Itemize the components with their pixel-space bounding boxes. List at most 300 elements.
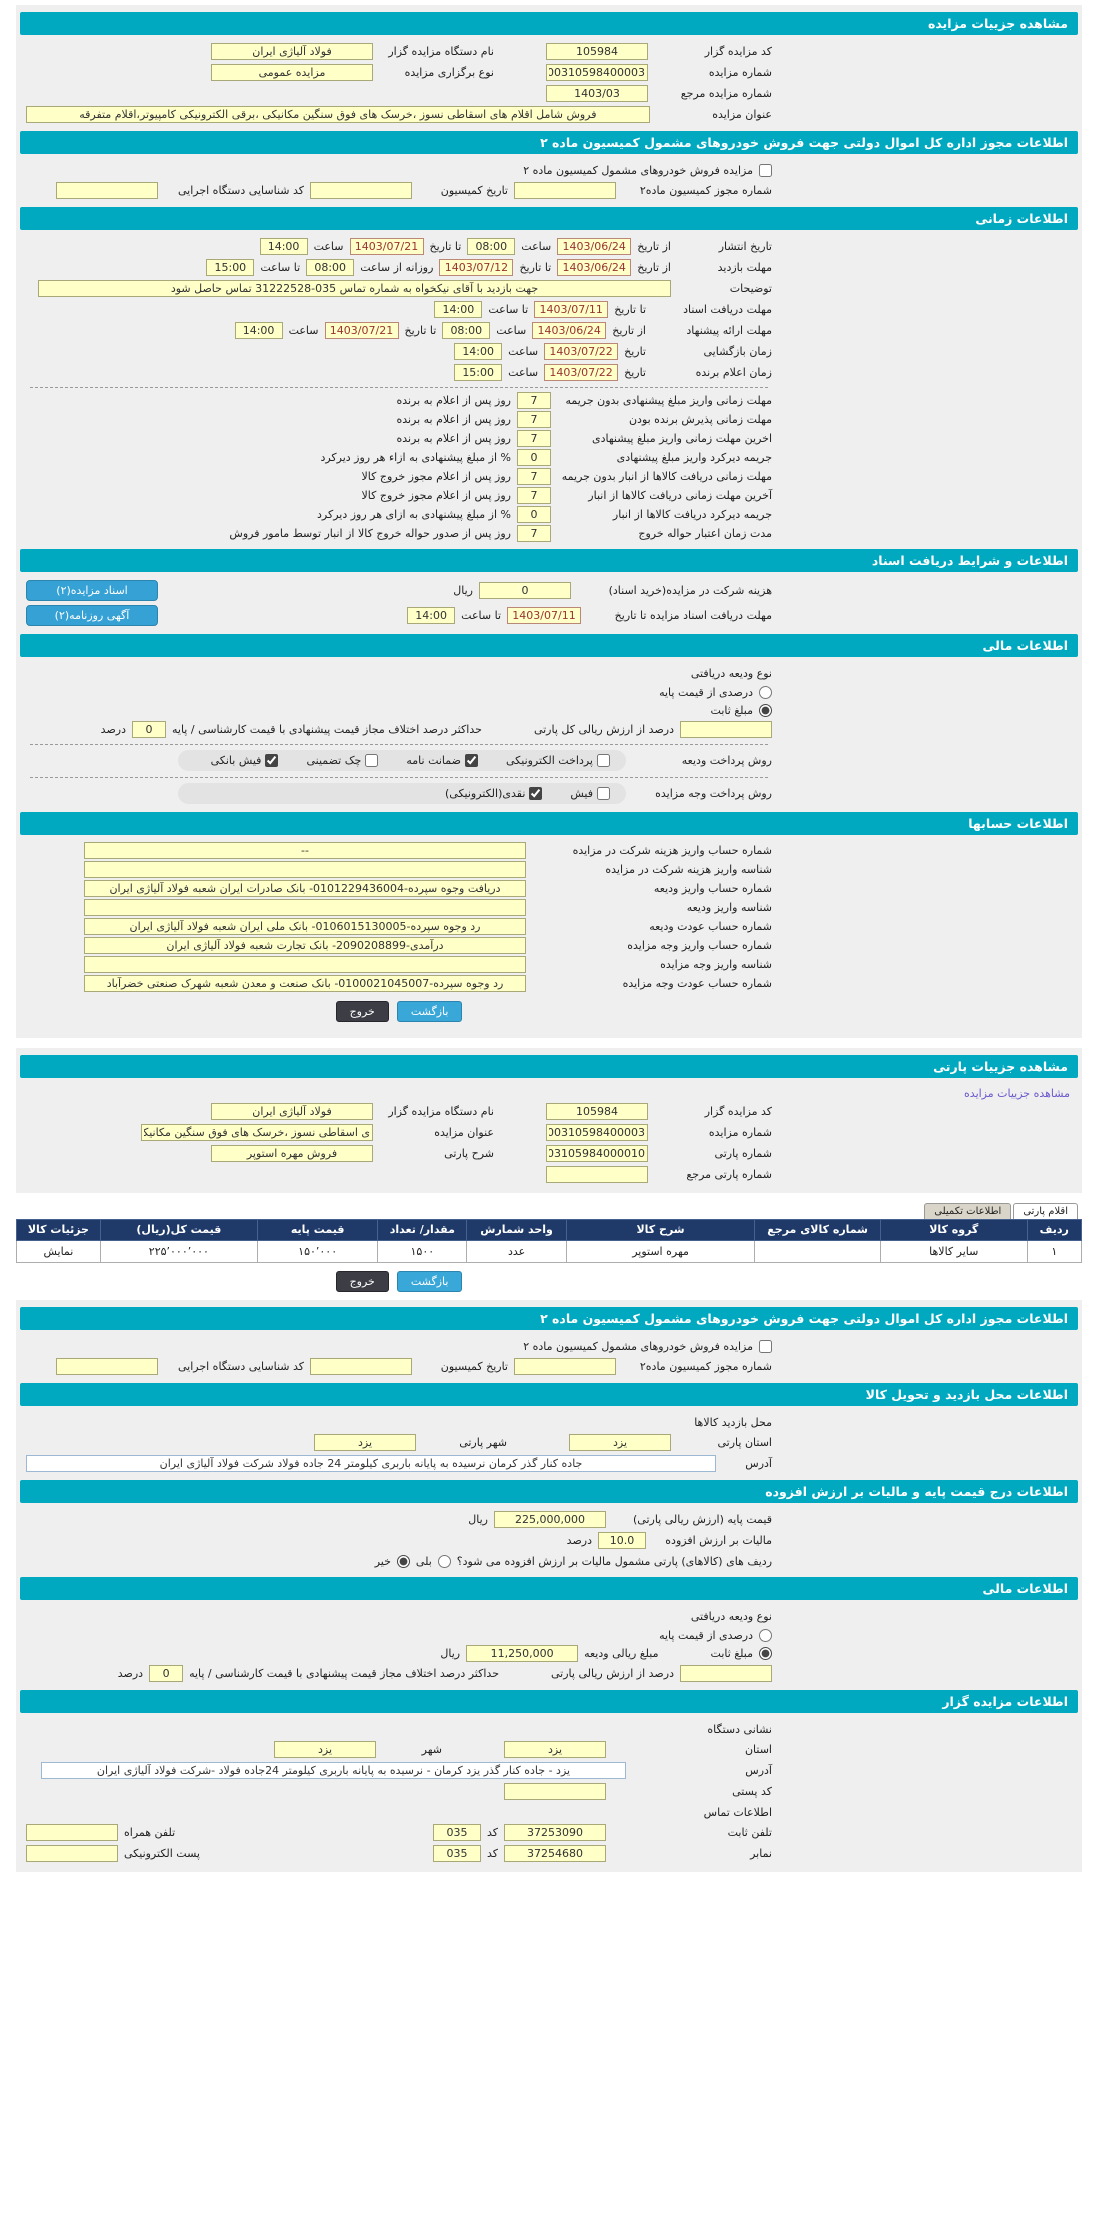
- visit-from-time-input[interactable]: [306, 259, 354, 276]
- deadline-suffix: روز پس از اعلام به برنده: [396, 394, 511, 407]
- account-input[interactable]: [84, 899, 526, 916]
- commission-agency-label: کد شناسایی دستگاه اجرایی: [177, 1360, 304, 1374]
- cell-goods-desc: مهره استوپر: [566, 1241, 754, 1263]
- account-input[interactable]: [84, 918, 526, 935]
- commission-checkbox[interactable]: [759, 1340, 772, 1353]
- rial-label: ریال: [453, 584, 473, 597]
- deposit-percent-label: درصد از ارزش ریالی کل پارتی: [533, 723, 674, 736]
- publish-from-date-input[interactable]: [557, 238, 631, 255]
- deadline-label: آخرین مهلت زمانی دریافت کالاها از انبار: [588, 489, 772, 502]
- parti-form: [16, 1101, 782, 1185]
- deadline-row: [16, 391, 782, 410]
- parti-province-input[interactable]: [569, 1434, 671, 1451]
- from-date-label: از تاریخ: [612, 324, 646, 337]
- city-input[interactable]: [274, 1741, 376, 1758]
- deposit-option-row: [16, 1644, 782, 1663]
- subtitle-row: [16, 1802, 782, 1822]
- parti-city-input[interactable]: [314, 1434, 416, 1451]
- deadline-input[interactable]: [517, 449, 551, 466]
- divider: [30, 387, 768, 388]
- postal-row: [16, 1781, 782, 1802]
- contact-info-title: اطلاعات تماس: [703, 1805, 772, 1819]
- offer-from-time-input[interactable]: [442, 322, 490, 339]
- form-row: [16, 62, 782, 83]
- rial-label: ریال: [468, 1513, 488, 1527]
- account-row: [16, 841, 782, 860]
- auction-no-input[interactable]: [546, 1124, 648, 1141]
- parti-address-input[interactable]: [26, 1455, 716, 1472]
- subject-label: عنوان مزایده: [434, 1126, 494, 1139]
- fax-code-input[interactable]: [433, 1845, 481, 1862]
- docs-deadline-row: [16, 299, 782, 320]
- deposit-percent-input[interactable]: [680, 721, 772, 738]
- hour-label: ساعت: [508, 345, 539, 358]
- form-row: [16, 1356, 782, 1377]
- table-row: [17, 1241, 1082, 1263]
- col-count-unit: واحد شمارش: [467, 1220, 566, 1241]
- offer-to-date-input[interactable]: [325, 322, 399, 339]
- publish-to-date-input[interactable]: [350, 238, 424, 255]
- postal-code-label: کد پستی: [732, 1785, 772, 1799]
- back-button[interactable]: بازگشت: [397, 1271, 463, 1292]
- fax-input[interactable]: [504, 1845, 606, 1862]
- docs-deadline-label: مهلت دریافت اسناد: [683, 303, 772, 316]
- pay-deposit-row: [16, 748, 782, 773]
- date-label: تاریخ: [624, 366, 646, 379]
- commission-date-label: تاریخ کمیسیون: [440, 184, 508, 197]
- deadline-row: [16, 467, 782, 486]
- bank-slip-checkbox[interactable]: [265, 754, 278, 767]
- cell-row-no: ۱: [1027, 1241, 1081, 1263]
- account-label: شماره حساب واریز وجه مزایده: [627, 939, 772, 952]
- base-price-input[interactable]: [494, 1511, 606, 1528]
- visit-to-time-input[interactable]: [206, 259, 254, 276]
- auction-no-label: شماره مزایده: [708, 66, 772, 79]
- parti-ref-label: شماره پارتی مرجع: [686, 1168, 772, 1181]
- account-label: شماره حساب واریز هزینه شرکت در مزایده: [572, 844, 772, 857]
- form-row: [16, 1164, 782, 1185]
- pay-option: [211, 754, 279, 767]
- deposit-amount-label: مبلغ ریالی ودیعه: [584, 1647, 659, 1661]
- commission-agency-input[interactable]: [56, 1358, 158, 1375]
- pay-option-label: فیش بانکی: [210, 754, 262, 767]
- col-quantity: مقدار/ تعداد: [378, 1220, 467, 1241]
- guarantee-checkbox[interactable]: [465, 754, 478, 767]
- account-label: شماره حساب عودت وجه مزایده: [622, 977, 772, 990]
- phone-input[interactable]: [504, 1824, 606, 1841]
- section-header-auction: مشاهده جزییات مزایده: [20, 12, 1078, 35]
- commission-form: [16, 1336, 782, 1377]
- address-label: آدرس: [745, 1764, 772, 1778]
- parti-items-table: [16, 1219, 1082, 1263]
- deadline-suffix: روز پس از اعلام به برنده: [396, 432, 511, 445]
- form-row: [16, 1432, 782, 1453]
- province-input[interactable]: [504, 1741, 606, 1758]
- deadline-label: جریمه دیرکرد دریافت کالاها از انبار: [612, 508, 772, 521]
- section-header-financial2: اطلاعات مالی: [20, 1577, 1078, 1600]
- agency-address-title: نشانی دستگاه: [707, 1722, 772, 1736]
- vat-question-row: [16, 1551, 782, 1571]
- email-input[interactable]: [26, 1845, 118, 1862]
- cell-base-price: ۱۵۰٬۰۰۰: [257, 1241, 377, 1263]
- deposit-fixed-option-label: مبلغ ثابت: [710, 703, 753, 717]
- section-header-commission: اطلاعات مجوز اداره کل اموال دولتی جهت فروش خودروهای مشمول کمیسیون ماده ۲: [20, 131, 1078, 154]
- exit-button[interactable]: خروج: [336, 1271, 389, 1292]
- button-bar: [16, 993, 782, 1030]
- notes-row: [16, 278, 782, 299]
- visit-place-label: محل بازدید کالاها: [694, 1415, 772, 1429]
- base-price-label: قیمت پایه (ارزش ریالی پارتی): [633, 1513, 772, 1527]
- col-base-price: قیمت پایه: [257, 1220, 377, 1241]
- fish-checkbox[interactable]: [597, 787, 610, 800]
- account-row: [16, 936, 782, 955]
- deadline-label: جریمه دیرکرد واریز مبلغ پیشنهادی: [616, 451, 772, 464]
- auction-type-input[interactable]: [211, 64, 373, 81]
- maxdiff-input[interactable]: [149, 1665, 183, 1682]
- cell-total-price: ۲۲۵٬۰۰۰٬۰۰۰: [100, 1241, 257, 1263]
- parti-detail-panel: [16, 1048, 1082, 1193]
- pay-auction-row: [16, 781, 782, 806]
- form-row: [16, 83, 782, 104]
- org-name-input[interactable]: [211, 1103, 373, 1120]
- deadline-label: مهلت زمانی دریافت کالاها از انبار بدون جریمه: [561, 470, 772, 483]
- deposit-percent-radio[interactable]: [759, 686, 772, 699]
- account-label: شماره حساب واریز ودیعه: [653, 882, 772, 895]
- date-label: تاریخ: [624, 345, 646, 358]
- commission-checkbox-label: مزایده فروش خودروهای مشمول کمیسیون ماده ۲: [523, 163, 753, 177]
- daily-hours-label: روزانه از ساعت: [360, 261, 434, 274]
- offer-to-time-input[interactable]: [235, 322, 283, 339]
- org-name-input[interactable]: [211, 43, 373, 60]
- section-header-commission: اطلاعات مجوز اداره کل اموال دولتی جهت فروش خودروهای مشمول کمیسیون ماده ۲: [20, 1307, 1078, 1330]
- account-row: [16, 955, 782, 974]
- divider: [30, 744, 768, 745]
- section-header-documents: اطلاعات و شرایط دریافت اسناد: [20, 549, 1078, 572]
- tab-additional-info[interactable]: اطلاعات تکمیلی: [924, 1203, 1011, 1219]
- deadline-row: [16, 410, 782, 429]
- winner-date-input[interactable]: [544, 364, 618, 381]
- parti-no-label: شماره پارتی: [714, 1147, 772, 1160]
- auction-form: [16, 41, 782, 125]
- auction-type-label: نوع برگزاری مزایده: [404, 66, 494, 79]
- location-form: [16, 1412, 782, 1474]
- account-input[interactable]: [84, 842, 526, 859]
- publish-row: [16, 236, 782, 257]
- to-date-label: تا تاریخ: [614, 303, 646, 316]
- pay-option-label: فیش: [570, 787, 593, 800]
- subject-input[interactable]: [141, 1124, 373, 1141]
- pay-option: [570, 787, 610, 800]
- from-date-label: از تاریخ: [637, 261, 671, 274]
- section-header-agency: اطلاعات مزایده گزار: [20, 1690, 1078, 1713]
- deadline-label: مهلت زمانی واریز مبلغ پیشنهادی بدون جریمه: [565, 394, 772, 407]
- account-label: شناسه واریز وجه مزایده: [660, 958, 772, 971]
- commission-checkbox[interactable]: [759, 164, 772, 177]
- mobile-input[interactable]: [26, 1824, 118, 1841]
- parti-extra-panel: [16, 1300, 1082, 1872]
- page: [8, 0, 1090, 1892]
- commission-permit-input[interactable]: [514, 1358, 616, 1375]
- deadline-row: [16, 429, 782, 448]
- deadline-suffix: روز پس از اعلام مجوز خروج کالا: [361, 470, 511, 483]
- link-row: [16, 1084, 1082, 1101]
- percent-label: درصد: [566, 1534, 592, 1548]
- postal-code-input[interactable]: [504, 1783, 606, 1800]
- deadline-input[interactable]: [517, 392, 551, 409]
- ref-no-label: شماره مزایده مرجع: [680, 87, 772, 100]
- to-date-label: تا تاریخ: [519, 261, 552, 274]
- deadline-suffix: % از مبلغ پیشنهادی به ازاء هر روز دیرکرد: [320, 451, 511, 464]
- pay-auction-box: [178, 783, 626, 804]
- commission-agency-label: کد شناسایی دستگاه اجرایی: [177, 184, 304, 197]
- fax-label: نمابر: [750, 1847, 772, 1861]
- pay-option-label: پرداخت الکترونیکی: [506, 754, 593, 767]
- visit-from-date-input[interactable]: [557, 259, 631, 276]
- bidder-code-input[interactable]: [546, 1103, 648, 1120]
- pay-option-label: ضمانت نامه: [406, 754, 461, 767]
- ref-no-input[interactable]: [546, 85, 648, 102]
- until-hour-label: تا ساعت: [461, 609, 501, 622]
- deadline-row: [16, 448, 782, 467]
- winner-label: زمان اعلام برنده: [695, 366, 772, 379]
- pay-auction-label: روش پرداخت وجه مزایده: [655, 787, 772, 800]
- cell-goods-details: [17, 1241, 101, 1263]
- commission-permit-label: شماره مجوز کمیسیون ماده۲: [639, 1360, 772, 1374]
- from-date-label: از تاریخ: [637, 240, 671, 253]
- fee-label: هزینه شرکت در مزایده(خرید اسناد): [608, 584, 772, 597]
- fee-input[interactable]: [479, 582, 571, 599]
- phone-label: تلفن ثابت: [727, 1826, 772, 1840]
- maxdiff-label: حداکثر درصد اختلاف مجاز قیمت پیشنهادی با قیمت کارشناسی / پایه: [172, 723, 482, 736]
- deposit-type-row: [16, 1606, 782, 1626]
- section-header-financial: اطلاعات مالی: [20, 634, 1078, 657]
- form-row: [16, 1336, 782, 1356]
- deposit-option-row: [16, 683, 782, 701]
- bidder-code-label: کد مزایده گزار: [704, 1105, 772, 1118]
- notes-input[interactable]: [38, 280, 671, 297]
- account-input[interactable]: [84, 880, 526, 897]
- address-label: آدرس: [745, 1457, 772, 1471]
- cell-quantity: ۱۵۰۰: [378, 1241, 467, 1263]
- bidder-code-label: کد مزایده گزار: [704, 45, 772, 58]
- account-label: شماره حساب عودت ودیعه: [649, 920, 772, 933]
- deadline-input[interactable]: [517, 411, 551, 428]
- parti-province-label: استان پارتی: [717, 1436, 772, 1450]
- rial-label: ریال: [440, 1647, 461, 1661]
- form-row: [16, 1143, 782, 1164]
- col-row-no: ردیف: [1027, 1220, 1081, 1241]
- documents-deadline-time-input[interactable]: [407, 607, 455, 624]
- vat-no-radio[interactable]: [397, 1555, 410, 1568]
- account-row: [16, 974, 782, 993]
- bidder-code-input[interactable]: [546, 43, 648, 60]
- table-header-row: [17, 1220, 1082, 1241]
- docs-deadline-date-input[interactable]: [534, 301, 608, 318]
- vat-question-label: ردیف های (کالاهای) پارتی مشمول مالیات بر ارزش افزوده می شود؟: [456, 1554, 772, 1568]
- form-row: [16, 1101, 782, 1122]
- deadline-input[interactable]: [517, 468, 551, 485]
- col-goods-ref-no: شماره کالای مرجع: [755, 1220, 881, 1241]
- pay-option-label: چک تضمینی: [306, 754, 362, 767]
- deposit-fixed-radio[interactable]: [759, 1647, 772, 1660]
- offer-from-date-input[interactable]: [532, 322, 606, 339]
- deposit-type-label: نوع ودیعه دریافتی: [690, 1609, 772, 1623]
- org-name-label: نام دستگاه مزایده گزار: [388, 1105, 494, 1118]
- form-row: [16, 41, 782, 62]
- parti-desc-input[interactable]: [211, 1145, 373, 1162]
- deposit-type-row: [16, 663, 782, 683]
- electronic-payment-checkbox[interactable]: [597, 754, 610, 767]
- deposit-percent-input[interactable]: [680, 1665, 772, 1682]
- auction-details-link[interactable]: مشاهده جزییات مزایده: [964, 1087, 1070, 1100]
- commission-permit-label: شماره مجوز کمیسیون ماده۲: [639, 184, 772, 197]
- to-date-label: تا تاریخ: [429, 240, 462, 253]
- email-label: پست الکترونیکی: [124, 1847, 200, 1861]
- auction-no-label: شماره مزایده: [708, 1126, 772, 1139]
- parti-city-label: شهر پارتی: [459, 1436, 507, 1450]
- visit-label: مهلت بازدید: [717, 261, 772, 274]
- visit-row: [16, 257, 782, 278]
- parti-desc-label: شرح پارتی: [444, 1147, 494, 1160]
- until-hour-label: تا ساعت: [260, 261, 301, 274]
- percent-label: درصد: [117, 1667, 144, 1681]
- province-label: استان: [744, 1743, 772, 1757]
- account-input[interactable]: [84, 956, 526, 973]
- commission-permit-input[interactable]: [514, 182, 616, 199]
- fax-row: [16, 1843, 782, 1864]
- form-row: [16, 1739, 782, 1760]
- docs-deadline-time-input[interactable]: [434, 301, 482, 318]
- deadline-input[interactable]: [517, 430, 551, 447]
- deadline-row: [16, 486, 782, 505]
- deadline-input[interactable]: [517, 487, 551, 504]
- accounts-form: [16, 841, 782, 993]
- deadline-row: [16, 524, 782, 543]
- deposit-percent-label: درصد از ارزش ریالی پارتی: [551, 1667, 674, 1681]
- account-label: شناسه واریز ودیعه: [686, 901, 772, 914]
- cell-goods-ref-no: [755, 1241, 881, 1263]
- deposit-percent-radio[interactable]: [759, 1629, 772, 1642]
- subject-input[interactable]: [26, 106, 650, 123]
- newspaper-ad-button[interactable]: آگهی روزنامه(۲): [26, 605, 158, 626]
- deadline-suffix: روز پس از اعلام مجوز خروج کالا: [361, 489, 511, 502]
- deposit-percent-option-label: درصدی از قیمت پایه: [659, 685, 753, 699]
- documents-deadline-date-input[interactable]: [507, 607, 581, 624]
- publish-from-time-input[interactable]: [467, 238, 515, 255]
- auction-documents-button[interactable]: اسناد مزایده(۲): [26, 580, 158, 601]
- certified-check-checkbox[interactable]: [365, 754, 378, 767]
- hour-label: ساعت: [508, 366, 539, 379]
- to-date-label: تا تاریخ: [404, 324, 437, 337]
- maxdiff-label: حداکثر درصد اختلاف مجاز قیمت پیشنهادی با قیمت کارشناسی / پایه: [189, 1667, 499, 1681]
- view-details-link[interactable]: نمایش: [43, 1245, 74, 1259]
- publish-to-time-input[interactable]: [260, 238, 308, 255]
- vat-input[interactable]: [598, 1532, 646, 1549]
- deadline-suffix: روز پس از اعلام به برنده: [396, 413, 511, 426]
- tab-parti-items[interactable]: اقلام پارتی: [1013, 1203, 1078, 1219]
- commission-date-input[interactable]: [310, 1358, 412, 1375]
- col-total-price: قیمت کل(ریال): [100, 1220, 257, 1241]
- account-row: [16, 879, 782, 898]
- visit-to-date-input[interactable]: [439, 259, 513, 276]
- agency-form: [16, 1719, 782, 1864]
- button-bar: [16, 1263, 782, 1300]
- section-header-timing: اطلاعات زمانی: [20, 207, 1078, 230]
- pay-option: [306, 754, 378, 767]
- deadline-input[interactable]: [517, 506, 551, 523]
- deadline-suffix: % از مبلغ پیشنهادی به ازای هر روز دیرکرد: [317, 508, 511, 521]
- pay-deposit-box: [178, 750, 626, 771]
- commission-date-label: تاریخ کمیسیون: [440, 1360, 508, 1374]
- maxdiff-input[interactable]: [132, 721, 166, 738]
- commission-date-input[interactable]: [310, 182, 412, 199]
- pay-option: [406, 754, 478, 767]
- section-header-parti: مشاهده جزییات پارتی: [20, 1055, 1078, 1078]
- back-button[interactable]: بازگشت: [397, 1001, 463, 1022]
- deposit-fixed-radio[interactable]: [759, 704, 772, 717]
- section-header-location: اطلاعات محل بازدید و تحویل کالا: [20, 1383, 1078, 1406]
- deadline-input[interactable]: [517, 525, 551, 542]
- deadline-row: [16, 505, 782, 524]
- account-row: [16, 898, 782, 917]
- divider: [30, 777, 768, 778]
- opening-date-input[interactable]: [544, 343, 618, 360]
- percent-label: درصد: [100, 723, 126, 736]
- vat-yes-radio[interactable]: [438, 1555, 451, 1568]
- docs-deadline-row: [16, 603, 782, 628]
- account-input[interactable]: [84, 975, 526, 992]
- cell-goods-group: سایر کالاها: [880, 1241, 1027, 1263]
- cell-count-unit: عدد: [467, 1241, 566, 1263]
- deposit-amount-input[interactable]: [466, 1645, 578, 1662]
- org-name-label: نام دستگاه مزایده گزار: [388, 45, 494, 58]
- winner-time-input[interactable]: [454, 364, 502, 381]
- parti-no-input[interactable]: [546, 1145, 648, 1162]
- account-input[interactable]: [84, 861, 526, 878]
- parti-tabs: [16, 1203, 1082, 1219]
- parti-ref-input[interactable]: [546, 1166, 648, 1183]
- phone-row: [16, 1822, 782, 1843]
- agency-address-input[interactable]: [41, 1762, 626, 1779]
- phone-code-input[interactable]: [433, 1824, 481, 1841]
- documents-form: [16, 578, 782, 628]
- account-input[interactable]: [84, 937, 526, 954]
- hour-label: ساعت: [496, 324, 527, 337]
- until-hour-label: تا ساعت: [488, 303, 529, 316]
- area-code-label: کد: [486, 1826, 498, 1840]
- deposit-option-row: [16, 1626, 782, 1644]
- cash-electronic-checkbox[interactable]: [529, 787, 542, 800]
- deadline-suffix: روز پس از صدور حواله خروج کالا از انبار توسط مامور فروش: [229, 527, 511, 540]
- commission-agency-input[interactable]: [56, 182, 158, 199]
- pricing-form: [16, 1509, 782, 1571]
- deadline-label: مدت زمان اعتبار حواله خروج: [638, 527, 772, 540]
- percent-maxdiff-row: [16, 719, 782, 740]
- col-goods-group: گروه کالا: [880, 1220, 1027, 1241]
- opening-row: [16, 341, 782, 362]
- base-price-row: [16, 1509, 782, 1530]
- pay-option-label: نقدی(الکترونیکی): [444, 787, 526, 800]
- deposit-option-row: [16, 701, 782, 719]
- documents-deadline-label: مهلت دریافت اسناد مزایده تا تاریخ: [614, 609, 772, 622]
- mobile-label: تلفن همراه: [124, 1826, 176, 1840]
- vat-yes-label: بلی: [415, 1554, 432, 1568]
- exit-button[interactable]: خروج: [336, 1001, 389, 1022]
- opening-time-input[interactable]: [454, 343, 502, 360]
- vat-label: مالیات بر ارزش افزوده: [665, 1534, 772, 1548]
- auction-no-input[interactable]: [546, 64, 648, 81]
- account-row: [16, 860, 782, 879]
